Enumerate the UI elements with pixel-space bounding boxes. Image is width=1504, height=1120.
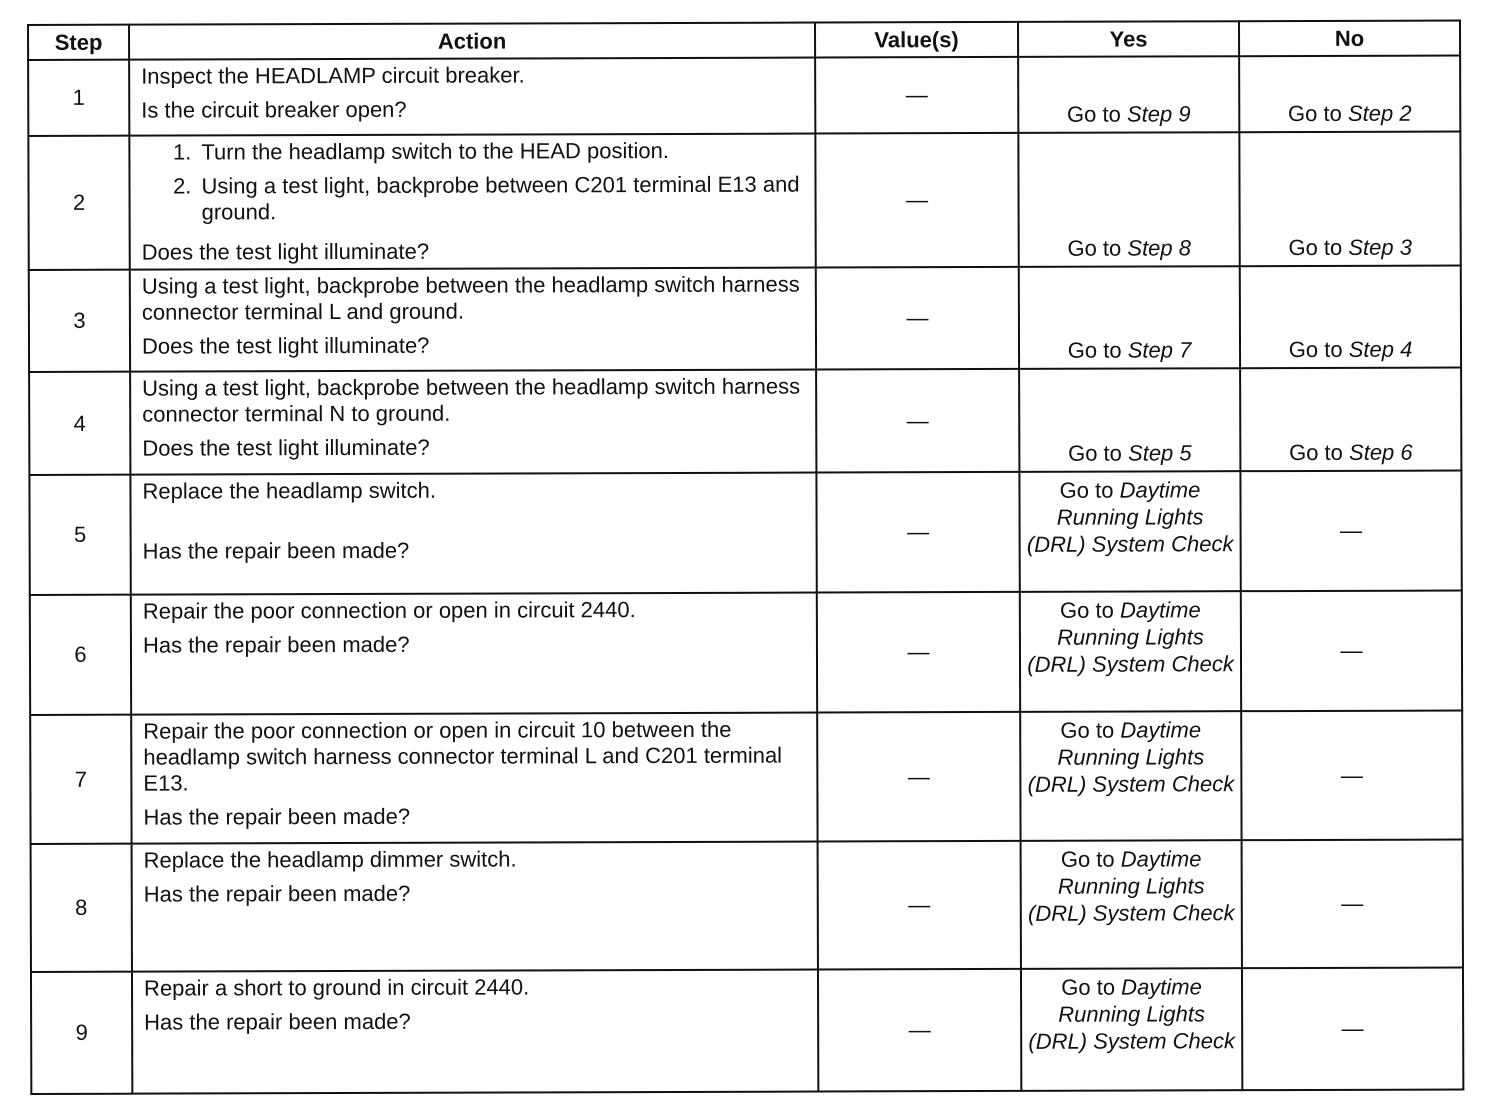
action-cell [132, 970, 818, 1094]
no-cell [1239, 131, 1460, 266]
substep: 2. Using a test light, backprobe between C201 terminal E13 and ground. [197, 172, 806, 226]
table-row [30, 710, 1462, 843]
go-to-label: Go to [1059, 477, 1114, 503]
action-text: Repair a short to ground in circuit 2440. [143, 974, 530, 1001]
action-text: Replace the headlamp dimmer switch. [143, 846, 517, 873]
go-to-label: Go to [1288, 234, 1343, 261]
go-to-label: Go to [1066, 101, 1121, 127]
go-to-label: Go to [1289, 439, 1343, 466]
yes-cell [1021, 840, 1242, 969]
yes-target: Step 9 [1126, 101, 1191, 127]
action-question: Has the repair been made? [143, 880, 411, 907]
no-target: Step 2 [1347, 100, 1412, 126]
value-cell: — [815, 57, 1018, 134]
action-question: Has the repair been made? [143, 803, 411, 830]
yes-target: Step 5 [1127, 440, 1192, 466]
value-cell: — [818, 969, 1021, 1092]
no-cell: — [1242, 839, 1463, 968]
header-no: No [1239, 20, 1460, 56]
go-to-label: Go to [1287, 100, 1342, 127]
go-to-label: Go to [1059, 597, 1114, 623]
no-cell [1239, 55, 1460, 132]
no-cell [1240, 265, 1461, 368]
no-target: Step 6 [1348, 439, 1413, 465]
value-cell: — [817, 712, 1020, 842]
header-yes: Yes [1018, 21, 1239, 57]
action-cell [129, 134, 815, 270]
value-cell: — [816, 267, 1019, 370]
substep-list [141, 138, 806, 234]
no-cell: — [1241, 590, 1462, 711]
action-text: Using a test light, backprobe between the headlamp switch harness connector terminal N to ground. [142, 373, 801, 427]
substep: 1. Turn the headlamp switch to the HEAD position. [197, 138, 806, 166]
yes-cell [1020, 591, 1241, 712]
yes-target: Daytime Running Lights (DRL) System Check [1027, 717, 1235, 797]
action-cell [130, 370, 816, 475]
action-question: Has the repair been made? [142, 537, 410, 564]
yes-target: Step 8 [1127, 235, 1192, 261]
go-to-label: Go to [1068, 440, 1122, 466]
step-number: 6 [30, 595, 131, 715]
value-cell: — [816, 472, 1019, 593]
action-cell [130, 268, 816, 372]
yes-cell [1019, 368, 1240, 472]
yes-target: Step 7 [1127, 337, 1192, 363]
no-cell: — [1242, 967, 1463, 1090]
yes-cell [1018, 132, 1239, 267]
table-row [29, 367, 1461, 474]
value-cell: — [815, 133, 1018, 268]
go-to-label: Go to [1067, 235, 1122, 261]
step-number: 1 [28, 60, 129, 136]
header-values: Value(s) [815, 22, 1018, 58]
go-to-label: Go to [1060, 846, 1115, 872]
action-cell [129, 58, 815, 136]
yes-cell [1018, 56, 1239, 133]
yes-cell [1020, 711, 1241, 841]
table-row [28, 131, 1460, 269]
table-row [31, 967, 1463, 1093]
action-text: Using a test light, backprobe between the headlamp switch harness connector terminal L and ground. [141, 271, 800, 325]
step-number: 8 [31, 844, 132, 972]
header-action: Action [129, 23, 815, 60]
step-number: 2 [28, 136, 129, 270]
action-text: Repair the poor connection or open in circuit 2440. [142, 597, 636, 624]
table-row [30, 590, 1462, 714]
no-target: Step 3 [1348, 234, 1413, 260]
action-question: Is the circuit breaker open? [141, 96, 407, 123]
action-text: Inspect the HEADLAMP circuit breaker. [141, 62, 525, 89]
yes-cell [1019, 471, 1240, 592]
action-question: Does the test light illuminate? [141, 332, 430, 359]
go-to-label: Go to [1061, 974, 1116, 1000]
no-cell [1240, 367, 1461, 471]
action-cell [131, 713, 817, 844]
go-to-label: Go to [1067, 337, 1122, 363]
step-number: 4 [29, 372, 130, 475]
step-number: 7 [30, 715, 131, 844]
step-number: 9 [31, 972, 132, 1094]
table-row [29, 265, 1461, 371]
action-cell [132, 842, 818, 972]
action-question: Does the test light illuminate? [142, 434, 430, 461]
yes-cell [1019, 266, 1240, 369]
table-row [29, 470, 1461, 594]
yes-target: Daytime Running Lights (DRL) System Check [1027, 846, 1235, 926]
no-cell: — [1240, 470, 1461, 591]
value-cell: — [817, 592, 1020, 713]
go-to-label: Go to [1060, 717, 1115, 743]
action-question: Has the repair been made? [144, 1008, 411, 1035]
step-number: 3 [29, 270, 130, 372]
yes-target: Daytime Running Lights (DRL) System Check [1028, 974, 1236, 1054]
action-question: Has the repair been made? [142, 631, 410, 658]
value-cell: — [816, 369, 1019, 473]
diagnostic-table [27, 19, 1464, 1094]
go-to-label: Go to [1288, 336, 1343, 363]
table-row [31, 839, 1463, 971]
action-text: Repair the poor connection or open in circuit 10 between the headlamp switch harness connector terminal L and C201 terminal E13. [143, 716, 783, 796]
action-cell [130, 473, 816, 595]
action-question: Does the test light illuminate? [141, 238, 430, 265]
action-cell [131, 593, 817, 715]
value-cell: — [818, 841, 1021, 970]
yes-cell [1021, 968, 1242, 1091]
header-step: Step [28, 25, 129, 60]
header-row [28, 20, 1460, 59]
yes-target: Daytime Running Lights (DRL) System Check [1027, 597, 1234, 677]
step-number: 5 [29, 475, 130, 595]
yes-target: Daytime Running Lights (DRL) System Check [1026, 477, 1234, 557]
action-text: Replace the headlamp switch. [142, 477, 437, 504]
no-cell: — [1241, 710, 1462, 840]
no-target: Step 4 [1348, 336, 1413, 362]
table-row [28, 55, 1460, 135]
